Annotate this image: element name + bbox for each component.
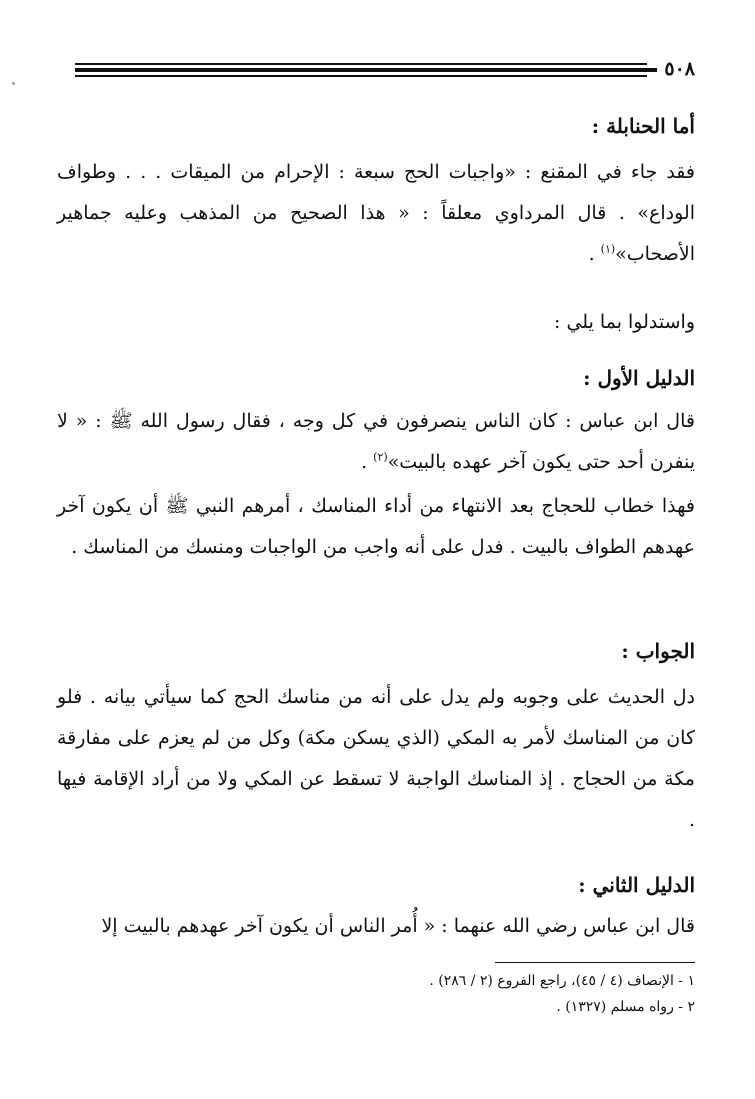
header-rule-thin-bottom — [75, 75, 647, 77]
paragraph-hanabila-end: . — [588, 243, 601, 265]
footnote-ref-2: (٢) — [373, 450, 388, 464]
paragraph-hanabila — [57, 152, 695, 275]
footnote-ref-1: (١) — [600, 242, 616, 256]
header-rule-thin-top — [75, 63, 647, 65]
paragraph-dalil-1 — [57, 401, 695, 483]
paragraph-hanabila-text: فقد جاء في المقنع : «واجبات الحج سبعة : الإحرام من الميقات . . . وطواف الوداع» . قال المرداوي معلقاً : « هذا الصحيح من المذهب وعليه جماهير الأصحاب» — [57, 161, 695, 265]
footnote-1: ١ - الإنصاف (٤ / ٤٥)، راجع الفروع (٢ / ٢٨٦) . — [429, 973, 695, 989]
footnote-2: ٢ - رواه مسلم (١٣٢٧) . — [556, 999, 695, 1015]
page-number-dash — [647, 68, 657, 72]
heading-hanabila: أما الحنابلة : — [591, 114, 695, 138]
page-number: ٥٠٨ — [664, 58, 695, 80]
paragraph-istadallu: واستدلوا بما يلي : — [554, 311, 695, 333]
heading-dalil-1: الدليل الأول : — [583, 366, 695, 390]
paragraph-dalil-1-end: . — [361, 451, 374, 473]
heading-jawab: الجواب : — [621, 639, 695, 663]
paragraph-dalil-1-text: قال ابن عباس : كان الناس ينصرفون في كل وجه ، فقال رسول الله ﷺ : « لا ينفرن أحد حتى يكون آخر عهده بالبيت» — [57, 410, 695, 473]
header-rule-thick — [75, 68, 647, 72]
paragraph-khitab: فهذا خطاب للحجاج بعد الانتهاء من أداء المناسك ، أمرهم النبي ﷺ أن يكون آخر عهدهم الطواف بالبيت . فدل على أنه واجب من الواجبات ومنسك من المناسك . — [57, 495, 695, 558]
margin-mark — [12, 82, 15, 85]
footnote-separator — [495, 962, 695, 963]
paragraph-jawab: دل الحديث على وجوبه ولم يدل على أنه من مناسك الحج كما سيأتي بيانه . فلو كان من المناسك لأمر به المكي (الذي يسكن مكة) وكل من لم يعزم على مفارقة مكة من الحجاج . إذ المناسك الواجبة لا تسقط عن المكي ولا من أراد الإقامة فيها . — [57, 686, 695, 831]
paragraph-dalil-2: قال ابن عباس رضي الله عنهما : « أُمر الناس أن يكون آخر عهدهم بالبيت إلا — [101, 915, 695, 937]
page-header — [75, 60, 695, 80]
heading-dalil-2: الدليل الثاني : — [578, 873, 695, 897]
